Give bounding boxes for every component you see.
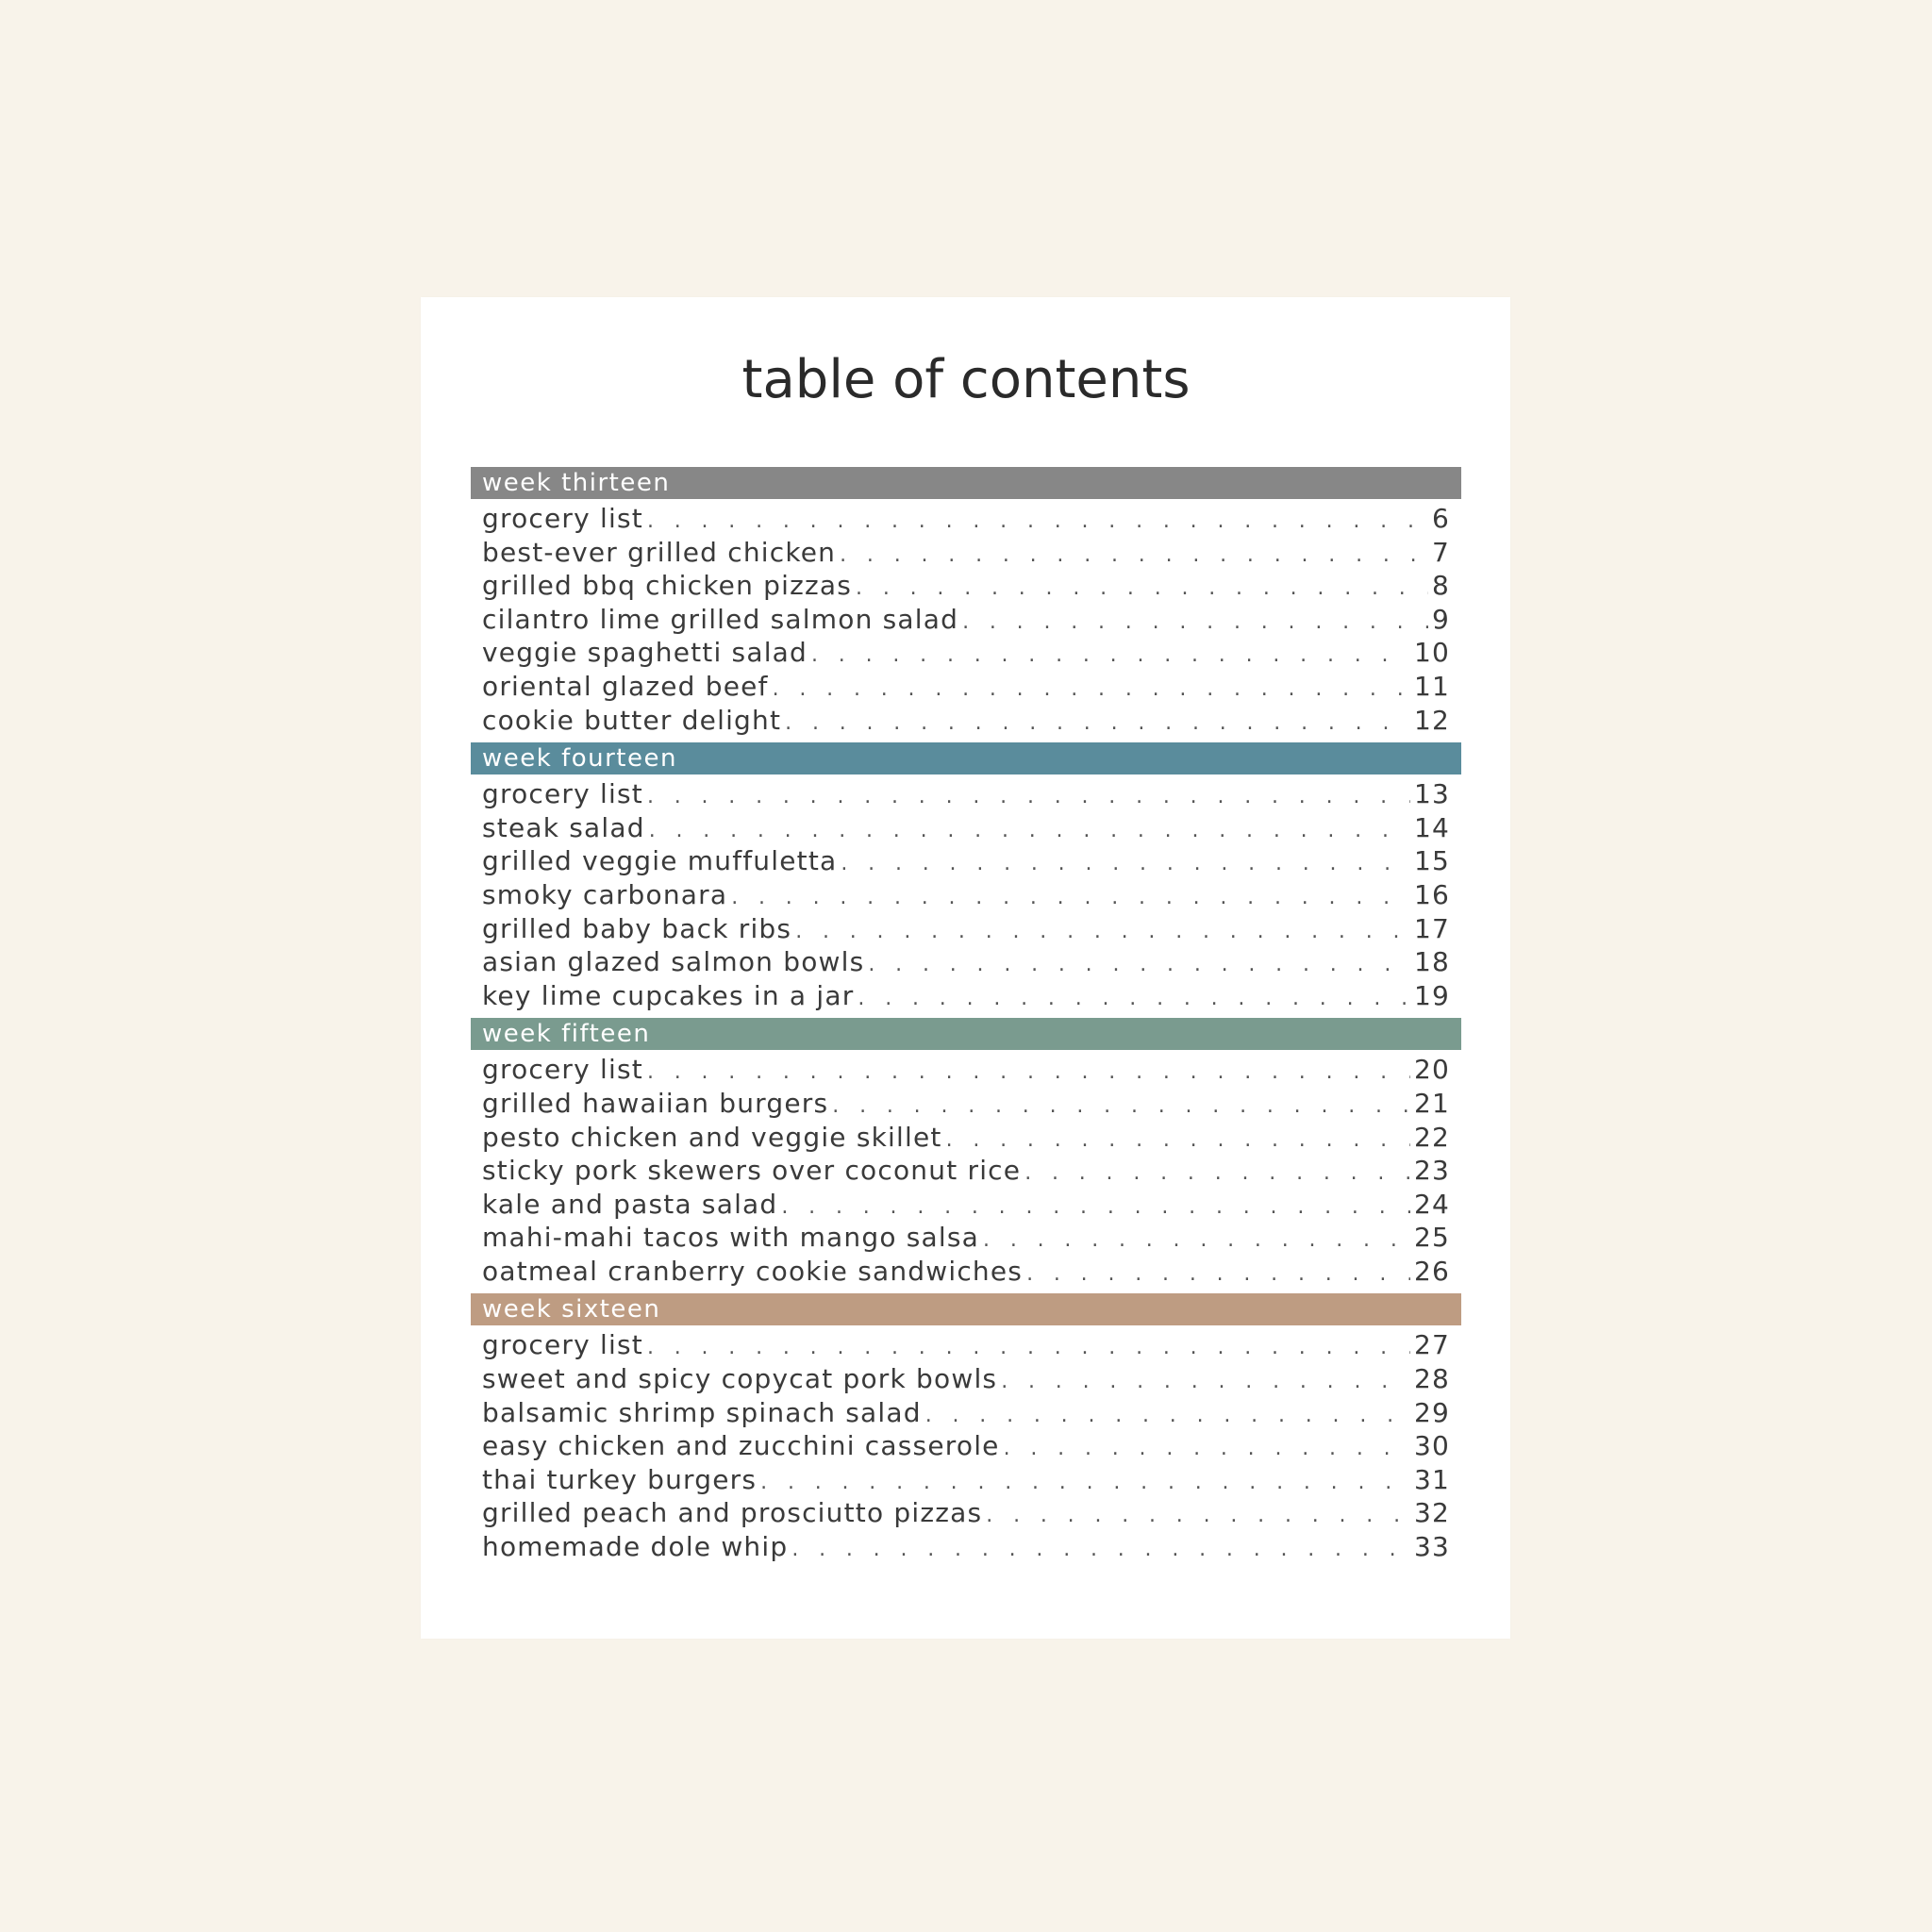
entry-page-number: 28: [1413, 1363, 1450, 1395]
toc-entry[interactable]: [471, 603, 1461, 637]
toc-section: [471, 467, 1461, 737]
entry-page-number: 19: [1413, 979, 1450, 1011]
dot-leader: [647, 1331, 1410, 1365]
entry-page-number: 21: [1413, 1087, 1450, 1119]
dot-leader: [791, 1533, 1410, 1567]
dot-leader: [1001, 1365, 1410, 1399]
toc-entry[interactable]: [471, 777, 1461, 811]
entry-title: thai turkey burgers: [482, 1463, 758, 1495]
toc-entry[interactable]: [471, 1328, 1461, 1362]
entry-title: steak salad: [482, 811, 645, 843]
entry-page-number: 16: [1413, 878, 1450, 910]
toc-entry[interactable]: [471, 1429, 1461, 1463]
toc-entry[interactable]: [471, 1255, 1461, 1289]
entry-title: grocery list: [482, 778, 643, 810]
dot-leader: [731, 881, 1410, 915]
dot-leader: [962, 606, 1428, 640]
toc-entry[interactable]: [471, 912, 1461, 946]
entry-page-number: 24: [1413, 1188, 1450, 1220]
entry-page-number: 30: [1413, 1430, 1450, 1462]
dot-leader: [811, 639, 1410, 673]
entry-title: smoky carbonara: [482, 878, 728, 910]
dot-leader: [983, 1224, 1410, 1257]
toc-entry[interactable]: [471, 536, 1461, 570]
dot-leader: [841, 847, 1410, 881]
toc-entry[interactable]: [471, 1463, 1461, 1497]
dot-leader: [856, 572, 1428, 606]
toc-entry[interactable]: [471, 1121, 1461, 1155]
toc-entry[interactable]: [471, 878, 1461, 912]
entry-title: oriental glazed beef: [482, 670, 769, 702]
toc-entry[interactable]: [471, 704, 1461, 738]
entry-page-number: 7: [1431, 536, 1450, 568]
toc-entry[interactable]: [471, 1087, 1461, 1121]
toc-entry[interactable]: [471, 1530, 1461, 1564]
dot-leader: [925, 1399, 1410, 1433]
entry-title: mahi-mahi tacos with mango salsa: [482, 1222, 980, 1254]
entry-title: balsamic shrimp spinach salad: [482, 1396, 922, 1428]
dot-leader: [868, 948, 1410, 982]
toc-entry[interactable]: [471, 979, 1461, 1013]
table-of-contents: [471, 467, 1461, 1570]
dot-leader: [1026, 1257, 1410, 1291]
dot-leader: [832, 1090, 1410, 1124]
dot-leader: [986, 1499, 1410, 1533]
dot-leader: [858, 982, 1410, 1016]
entry-page-number: 10: [1413, 637, 1450, 669]
toc-section: [471, 1018, 1461, 1288]
toc-entry[interactable]: [471, 670, 1461, 704]
entry-page-number: 20: [1413, 1054, 1450, 1086]
entry-page-number: 9: [1431, 603, 1450, 635]
entry-title: asian glazed salmon bowls: [482, 946, 865, 978]
entry-page-number: 29: [1413, 1396, 1450, 1428]
entry-page-number: 25: [1413, 1222, 1450, 1254]
entry-page-number: 13: [1413, 778, 1450, 810]
entry-title: sweet and spicy copycat pork bowls: [482, 1363, 998, 1395]
dot-leader: [649, 814, 1410, 848]
entry-title: best-ever grilled chicken: [482, 536, 837, 568]
entry-title: grilled bbq chicken pizzas: [482, 570, 853, 602]
dot-leader: [785, 707, 1410, 741]
entry-title: cookie butter delight: [482, 704, 782, 736]
entry-title: grilled veggie muffuletta: [482, 845, 838, 877]
entry-page-number: 31: [1413, 1463, 1450, 1495]
entry-page-number: 14: [1413, 811, 1450, 843]
entry-title: grocery list: [482, 503, 643, 534]
dot-leader: [795, 915, 1410, 949]
week-header: week fifteen: [471, 1018, 1461, 1050]
entry-page-number: 15: [1413, 845, 1450, 877]
entry-title: easy chicken and zucchini casserole: [482, 1430, 1000, 1462]
toc-entry[interactable]: [471, 1496, 1461, 1530]
toc-entry[interactable]: [471, 1396, 1461, 1430]
entry-title: sticky pork skewers over coconut rice: [482, 1155, 1022, 1187]
dot-leader: [946, 1124, 1410, 1158]
dot-leader: [760, 1466, 1410, 1500]
entry-title: kale and pasta salad: [482, 1188, 778, 1220]
dot-leader: [1024, 1157, 1410, 1191]
dot-leader: [840, 539, 1428, 573]
toc-entry[interactable]: [471, 502, 1461, 536]
entry-title: grilled peach and prosciutto pizzas: [482, 1497, 983, 1529]
toc-entry[interactable]: [471, 1221, 1461, 1255]
week-header: week sixteen: [471, 1293, 1461, 1325]
toc-entry[interactable]: [471, 1188, 1461, 1222]
entry-title: grocery list: [482, 1054, 643, 1086]
entry-title: veggie spaghetti salad: [482, 637, 808, 669]
toc-section: [471, 1293, 1461, 1563]
page-title: table of contents: [741, 349, 1191, 410]
entry-page-number: 23: [1413, 1155, 1450, 1187]
toc-entry[interactable]: [471, 1053, 1461, 1087]
dot-leader: [647, 780, 1410, 814]
entry-page-number: 18: [1413, 946, 1450, 978]
entry-page-number: 32: [1413, 1497, 1450, 1529]
entry-page-number: 27: [1413, 1329, 1450, 1361]
toc-entry[interactable]: [471, 1154, 1461, 1188]
toc-entry[interactable]: [471, 811, 1461, 845]
toc-entry[interactable]: [471, 844, 1461, 878]
entry-page-number: 26: [1413, 1255, 1450, 1287]
entry-page-number: 8: [1431, 570, 1450, 602]
entry-page-number: 33: [1413, 1531, 1450, 1563]
dot-leader: [647, 1056, 1410, 1090]
entry-page-number: 11: [1413, 670, 1450, 702]
entry-title: grilled baby back ribs: [482, 912, 792, 944]
dot-leader: [1004, 1432, 1410, 1466]
entry-title: homemade dole whip: [482, 1531, 789, 1563]
dot-leader: [647, 505, 1428, 539]
dot-leader: [781, 1191, 1410, 1224]
toc-entry[interactable]: [471, 636, 1461, 670]
dot-leader: [773, 673, 1410, 707]
entry-title: oatmeal cranberry cookie sandwiches: [482, 1255, 1024, 1287]
entry-title: pesto chicken and veggie skillet: [482, 1121, 942, 1153]
toc-entry[interactable]: [471, 569, 1461, 603]
entry-page-number: 12: [1413, 704, 1450, 736]
entry-page-number: 17: [1413, 912, 1450, 944]
entry-page-number: 22: [1413, 1121, 1450, 1153]
week-header: week fourteen: [471, 742, 1461, 774]
entry-title: grilled hawaiian burgers: [482, 1087, 829, 1119]
entry-title: grocery list: [482, 1329, 643, 1361]
toc-section: [471, 742, 1461, 1012]
toc-entry[interactable]: [471, 1362, 1461, 1396]
entry-page-number: 6: [1431, 503, 1450, 534]
week-header: week thirteen: [471, 467, 1461, 499]
entry-title: cilantro lime grilled salmon salad: [482, 603, 959, 635]
toc-entry[interactable]: [471, 945, 1461, 979]
entry-title: key lime cupcakes in a jar: [482, 979, 855, 1011]
